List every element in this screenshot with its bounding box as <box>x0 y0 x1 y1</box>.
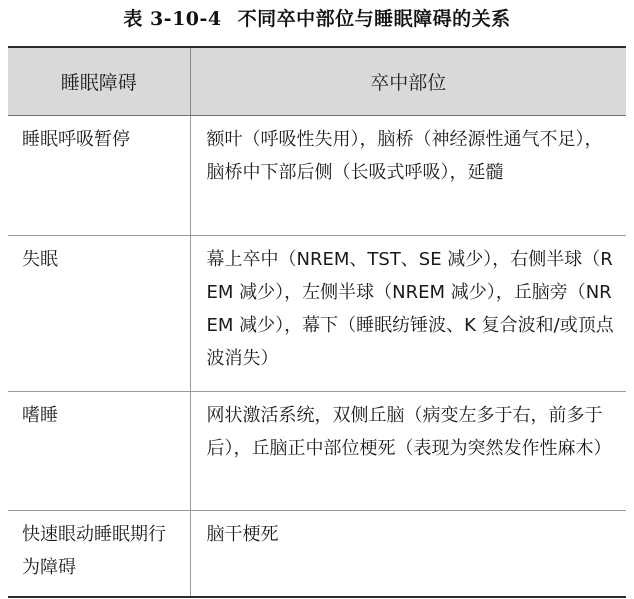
header-row <box>8 47 626 115</box>
table-caption: 不同卒中部位与睡眠障碍的关系 <box>237 8 511 30</box>
sleep-disorder-table <box>8 46 626 598</box>
cell-stroke-site: 网状激活系统，双侧丘脑（病变左多于右，前多于后），丘脑正中部位梗死（表现为突然发作性麻木） <box>190 391 626 510</box>
header-stroke-site: 卒中部位 <box>190 47 626 115</box>
header-disorder: 睡眠障碍 <box>8 47 190 115</box>
cell-stroke-site: 幕上卒中（NREM、TST、SE 减少），右侧半球（REM 减少），左侧半球（NREM 减少），丘脑旁（NREM 减少），幕下（睡眠纺锤波、K 复合波和/或顶点波消失） <box>190 235 626 391</box>
table-number: 表 3-10-4 <box>123 8 222 30</box>
cell-disorder: 失眠 <box>8 235 190 391</box>
cell-disorder: 睡眠呼吸暂停 <box>8 115 190 235</box>
table-title <box>0 6 634 32</box>
table-row <box>8 115 626 235</box>
table-row <box>8 235 626 391</box>
cell-disorder: 快速眼动睡眠期行为障碍 <box>8 510 190 597</box>
cell-disorder: 嗜睡 <box>8 391 190 510</box>
cell-stroke-site: 脑干梗死 <box>190 510 626 597</box>
table-row <box>8 391 626 510</box>
cell-stroke-site: 额叶（呼吸性失用），脑桥（神经源性通气不足），脑桥中下部后侧（长吸式呼吸），延髓 <box>190 115 626 235</box>
table-row <box>8 510 626 597</box>
